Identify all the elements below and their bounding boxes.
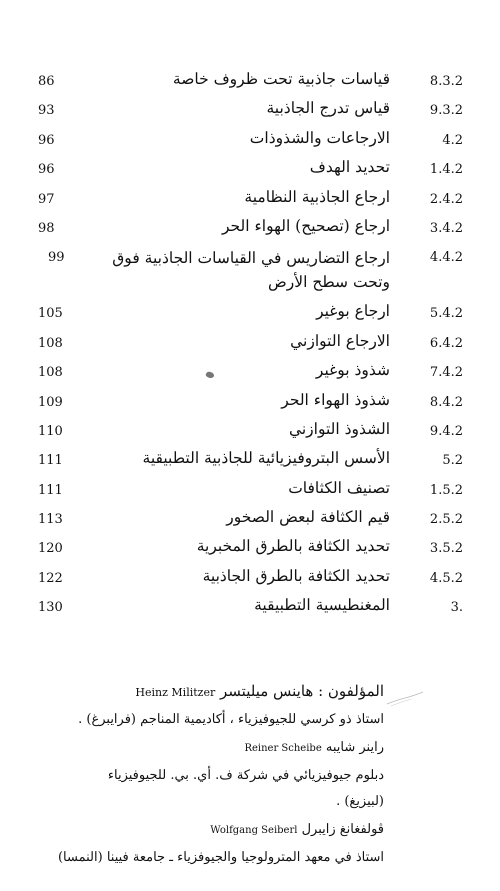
toc-section-number: 1.4.2: [429, 162, 463, 178]
toc-row: [0, 565, 500, 594]
toc-page-number: 86: [38, 74, 55, 89]
toc-page-number: 111: [38, 482, 63, 498]
toc-title: تحديد الكثافة بالطرق المخبرية: [196, 537, 390, 556]
toc-row: [0, 330, 500, 359]
author-line: [108, 768, 384, 783]
toc-row: [0, 300, 500, 329]
toc-row: [0, 389, 500, 418]
author-line: [238, 740, 384, 755]
toc-section-number: 2.4.2: [429, 191, 463, 207]
toc-title: ارجاع بوغير: [316, 302, 390, 321]
table-of-contents: [0, 68, 500, 624]
toc-page-number: 99: [48, 250, 65, 266]
toc-section-number: 5.4.2: [429, 306, 463, 322]
toc-section-number: 9.4.2: [429, 423, 463, 439]
toc-row: [0, 127, 500, 156]
toc-section-number: 3.5.2: [429, 541, 463, 557]
toc-title: الارجاعات والشذوذات: [249, 128, 390, 147]
toc-section-number: 3.4.2: [429, 220, 463, 236]
toc-title: ارجاع (تصحيح) الهواء الحر: [221, 216, 390, 235]
toc-page-number: 110: [38, 423, 63, 439]
author-line: [58, 850, 384, 865]
toc-row: [0, 535, 500, 564]
toc-page-number: 120: [38, 541, 63, 557]
author-line: [78, 712, 384, 727]
author-line-text: استاذ في معهد المترولوجيا والجيوفزياء ـ جامعة فيينا (النمسا): [57, 850, 384, 865]
toc-title: ارجاع التضاريس في القياسات الجاذبية فوق وتحت سطح الأرض: [112, 249, 390, 292]
toc-row: [0, 447, 500, 476]
authors-heading-text: المؤلفون : هاينس ميليتسر: [220, 682, 384, 700]
authors-heading-latin: Heinz Militzer: [135, 686, 216, 699]
toc-row: [0, 359, 500, 388]
author-line-text: ڤولفغانغ زايبرل: [301, 822, 384, 837]
toc-section-number: 4.5.2: [429, 570, 463, 586]
toc-row: [0, 594, 500, 623]
toc-page-number: 130: [38, 600, 63, 616]
toc-page-number: 97: [38, 191, 55, 207]
author-line-text: (لبيزيغ) .: [336, 794, 384, 809]
toc-row: [0, 186, 500, 215]
author-line: [204, 822, 384, 837]
toc-section-number: 2.5.2: [429, 512, 463, 528]
author-line: [336, 794, 384, 809]
toc-title: قيم الكثافة لبعض الصخور: [226, 508, 390, 527]
toc-title: قياس تدرج الجاذبية: [266, 99, 390, 118]
author-line-latin: Wolfgang Seiberl: [210, 825, 298, 836]
toc-page-number: 105: [38, 306, 63, 322]
toc-title: تحديد الكثافة بالطرق الجاذبية: [202, 566, 390, 585]
toc-page-number: 113: [38, 512, 63, 528]
toc-title: قياسات جاذبية تحت ظروف خاصة: [172, 70, 390, 88]
author-line-text: دبلوم جيوفيزيائي في شركة ف. أي. بي. للجيوفيزياء: [107, 768, 384, 783]
toc-row: [0, 97, 500, 126]
pencil-scribble-mark: [385, 690, 425, 708]
toc-title: المغنطيسية التطبيقية: [254, 596, 390, 615]
toc-page-number: 109: [38, 394, 63, 410]
toc-row: [0, 215, 500, 244]
toc-title: الشذوذ التوازني: [288, 419, 390, 438]
toc-title: الارجاع التوازني: [290, 331, 390, 350]
toc-title: تصنيف الكثافات: [288, 478, 390, 497]
toc-title: ارجاع الجاذبية النظامية: [244, 187, 390, 206]
toc-row: [0, 477, 500, 506]
toc-section-number: 4.4.2: [429, 250, 463, 266]
toc-page-number: 93: [38, 103, 55, 119]
toc-page-number: 122: [38, 570, 63, 586]
toc-section-number: 6.4.2: [429, 335, 463, 351]
toc-page-number: 96: [38, 132, 55, 148]
toc-section-number: 1.5.2: [429, 482, 463, 498]
toc-section-number: 8.3.2: [429, 74, 463, 89]
author-line-latin: Reiner Scheibe: [244, 743, 322, 754]
toc-title: شذوذ بوغير: [315, 361, 390, 380]
toc-section-number: 9.3.2: [429, 103, 463, 119]
toc-title: الأسس البتروفيزيائية للجاذبية التطبيقية: [142, 449, 390, 468]
toc-title: شذوذ الهواء الحر: [281, 390, 390, 409]
toc-row: [0, 68, 500, 97]
toc-page-number: 96: [38, 162, 55, 178]
author-line-text: استاذ ذو كرسي للجيوفيزياء ، أكاديمية المناجم (فرايبرغ) .: [78, 712, 384, 727]
toc-section-number: 4.2: [442, 132, 463, 148]
toc-page-number: 108: [38, 335, 63, 351]
toc-page-number: 98: [38, 220, 55, 236]
toc-section-number: 7.4.2: [429, 365, 463, 381]
authors-heading: [129, 682, 384, 700]
toc-row: [0, 244, 500, 300]
toc-page-number: 111: [38, 453, 63, 469]
toc-row: [0, 506, 500, 535]
toc-section-number: 5.2: [442, 453, 463, 469]
toc-row: [0, 156, 500, 185]
toc-section-number: 8.4.2: [429, 394, 463, 410]
toc-page-number: 108: [38, 365, 63, 381]
toc-section-number: 3.: [450, 600, 463, 616]
toc-row: [0, 418, 500, 447]
author-line-text: راينر شايبه: [325, 740, 384, 755]
toc-title: تحديد الهدف: [309, 158, 390, 177]
